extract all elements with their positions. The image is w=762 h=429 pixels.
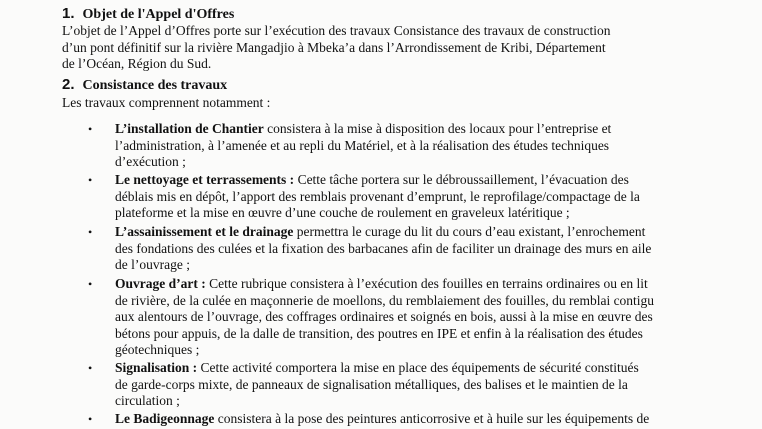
item-text: aux alentours de l’ouvrage, des coffrages ordinaires et soignés en bois, aussi à la mise en œuvre des bbox=[115, 309, 653, 324]
item-text: déblais mis en dépôt, l’apport des remblais provenant d’emprunt, le reprofilage/compactage de la bbox=[115, 188, 640, 204]
section-2-intro bbox=[62, 95, 702, 112]
section-2-title: Consistance des travaux bbox=[82, 78, 228, 93]
list-item bbox=[115, 121, 705, 171]
bullet-icon: • bbox=[88, 225, 93, 239]
section-1-title: Objet de l'Appel d'Offres bbox=[82, 7, 235, 22]
bullet-icon: • bbox=[88, 122, 93, 136]
item-text: Cette activité comportera la mise en place des équipements de sécurité constitués bbox=[197, 360, 639, 375]
item-text: de l’ouvrage ; bbox=[115, 257, 190, 272]
section-2-intro-line: Les travaux comprennent notamment : bbox=[62, 95, 271, 110]
item-text: géotechniques ; bbox=[115, 342, 200, 357]
item-text: d’exécution ; bbox=[115, 154, 186, 169]
item-term: Le Badigeonnage bbox=[115, 411, 215, 426]
section-1-heading bbox=[62, 5, 234, 23]
item-text: bétons pour appuis, de la dalle de transition, des poutres en IPE et enfin à la réalisation des études bbox=[115, 325, 643, 341]
item-term: Ouvrage d’art : bbox=[115, 276, 206, 291]
list-item bbox=[115, 411, 705, 428]
bullet-icon: • bbox=[88, 361, 93, 375]
item-text: l’administration, à l’amenée et au repli du Matériel, et à la réalisation des études techniques bbox=[115, 137, 610, 153]
list-item bbox=[115, 360, 705, 410]
item-text: de garde-corps mixte, de panneaux de signalisation métalliques, des balises et le maintien de la bbox=[115, 376, 628, 392]
bullet-icon: • bbox=[88, 412, 93, 426]
list-item bbox=[115, 172, 705, 222]
item-term: L’assainissement et le drainage bbox=[115, 224, 294, 239]
item-text: permettra le curage du lit du cours d’eau existant, l’enrochement bbox=[293, 224, 646, 239]
list-item bbox=[115, 224, 705, 274]
item-text: consistera à la pose des peintures anticorrosive et à huile sur les équipements de bbox=[214, 411, 650, 426]
item-text: Cette rubrique consistera à l’exécution des fouilles en terrains ordinaires ou en lit bbox=[205, 276, 648, 291]
list-item bbox=[115, 276, 705, 359]
item-text: plateforme et la mise en œuvre d’une couche de roulement en graveleux latéritique ; bbox=[115, 205, 570, 220]
section-1-body bbox=[62, 23, 702, 73]
bullet-icon: • bbox=[88, 173, 93, 187]
section-1-line: de l’Océan, Région du Sud. bbox=[62, 56, 212, 71]
item-text: circulation ; bbox=[115, 393, 180, 408]
item-term: L’installation de Chantier bbox=[115, 121, 264, 136]
item-text: de rivière, de la culée en maçonnerie de moellons, du remblaiement des fouilles, du remblai contigu bbox=[115, 292, 655, 308]
section-1-line: L’objet de l’Appel d’Offres porte sur l’exécution des travaux Consistance des travaux de construction bbox=[62, 23, 611, 38]
item-term: Signalisation : bbox=[115, 360, 198, 375]
bullet-icon: • bbox=[88, 277, 93, 291]
section-1-number: 1. bbox=[62, 5, 75, 22]
item-text: des fondations des culées et la fixation des barbacanes afin de faciliter un drainage des murs en aile bbox=[115, 240, 652, 256]
section-1-line: d’un pont définitif sur la rivière Mangadjio à Mbeka’a dans l’Arrondissement de Kribi, Département bbox=[62, 39, 606, 55]
section-2-heading bbox=[62, 76, 227, 94]
section-2-number: 2. bbox=[62, 76, 75, 93]
item-text: consistera à la mise à disposition des locaux pour l’entreprise et bbox=[263, 121, 612, 136]
item-text: Cette tâche portera sur le débroussaillement, l’évacuation des bbox=[294, 172, 629, 187]
item-term: Le nettoyage et terrassements : bbox=[115, 172, 295, 187]
